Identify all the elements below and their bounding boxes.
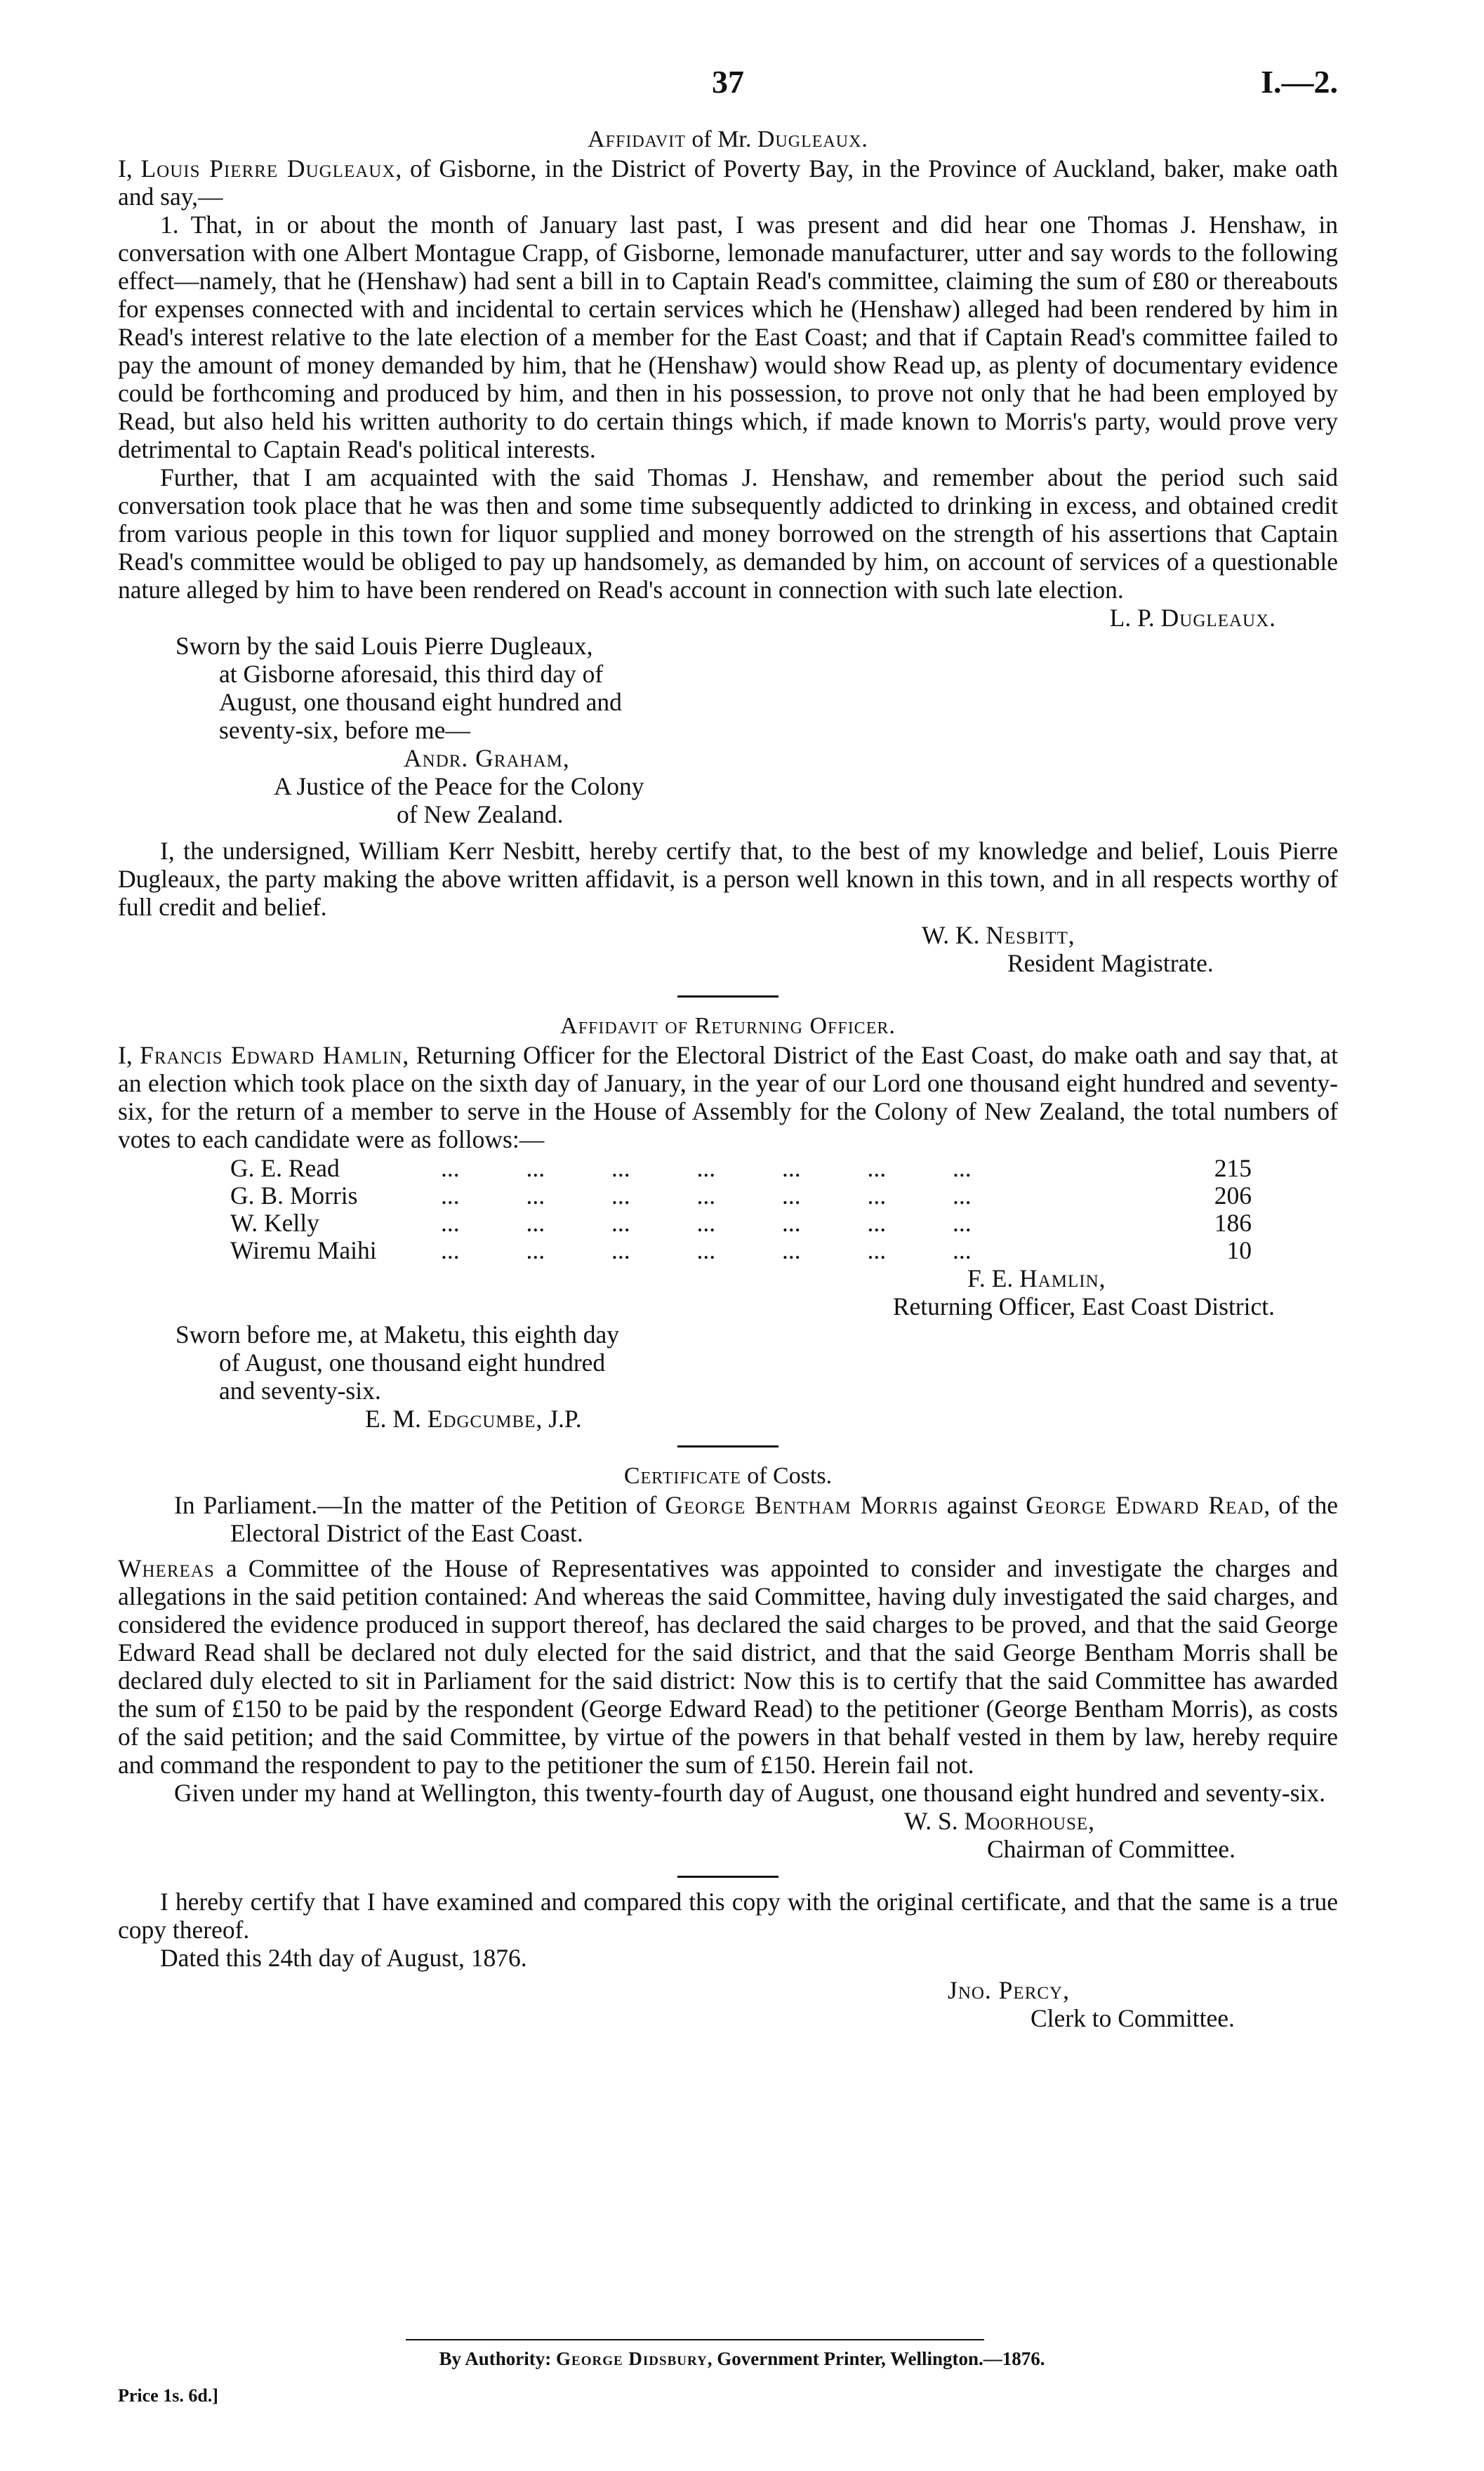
- affidavit-dugleaux-title: Affidavit of Mr. Dugleaux.: [588, 126, 868, 152]
- affidavit-returning-officer-title: Affidavit of Returning Officer.: [560, 1013, 896, 1039]
- footer-divider: [406, 2339, 984, 2340]
- vote-row: G. E. Read ... ... ... ... ... ... ... 215: [230, 1154, 1252, 1182]
- section-divider: [677, 1876, 779, 1878]
- certificate-matter: In Parliament.—In the matter of the Petition of George Bentham Morris against George Edward Read, of the Electoral District of the East Coast.: [174, 1491, 1338, 1547]
- page-number: 37: [712, 64, 744, 100]
- section-divider: [677, 995, 779, 998]
- document-page: [118, 63, 1338, 2032]
- certificate-given: Given under my hand at Wellington, this twenty-fourth day of August, one thousand eight hundred and seventy-six.: [174, 1779, 1326, 1807]
- printer-authority-line: By Authority: George Didsbury, Government Printer, Wellington.—1876.: [439, 2348, 1045, 2369]
- affidavit-returning-officer-intro: I, Francis Edward Hamlin, Returning Officer for the Electoral District of the East Coast, do make oath and say that, at an election which took place on the sixth day of January, in the year of our Lord one thousand eight hundred and seventy-six, for the return of a member to serve in the House of Assembly for the Colony of New Zealand, the total numbers of votes to each candidate were as follows:—: [118, 1041, 1338, 1153]
- nesbitt-signature: W. K. Nesbitt, Resident Magistrate.: [922, 921, 1214, 977]
- nesbitt-certificate: I, the undersigned, William Kerr Nesbitt, hereby certify that, to the best of my knowledge and belief, Louis Pierre Dugleaux, the party making the above written affidavit, is a person well known in this town, and in all respects worthy of full credit and belief.: [118, 837, 1338, 921]
- paper-reference: I.—2.: [1261, 64, 1338, 100]
- affidavit-dugleaux-paragraph-2: Further, that I am acquainted with the said Thomas J. Henshaw, and remember about the period such said conversation took place that he was then and some time subsequently addicted to drinking in excess, and obtained credit from various people in this town for liquor supplied and money borrowed on the strength of his assertions that Captain Read's committee would be obliged to pay up handsomely, as demanded by him, on account of services of a questionable nature alleged by him to have been rendered on Read's account in connection with such late election.: [118, 463, 1338, 604]
- vote-row: Wiremu Maihi ... ... ... ... ... ... ... 10: [230, 1236, 1252, 1264]
- affidavit-returning-officer-jurat: Sworn before me, at Maketu, this eighth day of August, one thousand eight hundred and seventy-six. E. M. Edgcumbe, J.P.: [175, 1320, 619, 1433]
- certificate-body: Whereas a Committee of the House of Representatives was appointed to consider and investigate the charges and allegations in the said petition contained: And whereas the said Committee, having duly investigated the said charges, and considered the evidence produced in support thereof, has declared the said charges to be proved, and that the said George Edward Read shall be declared not duly elected for the said district, and that the said George Bentham Morris shall be declared duly elected to sit in Parliament for the said district: Now this is to certify that the said Committee has awarded the sum of £150 to be paid by the respondent (George Edward Read) to the petitioner (George Bentham Morris), as costs of the said petition; and the said Committee, by virtue of the powers in that behalf vested in them by law, hereby require and command the respondent to pay to the petitioner the sum of £150. Herein fail not.: [118, 1554, 1338, 1779]
- moorhouse-signature: W. S. Moorhouse, Chairman of Committee.: [904, 1807, 1235, 1863]
- hamlin-signature: F. E. Hamlin,: [967, 1264, 1106, 1292]
- certificate-of-costs-title: Certificate of Costs.: [623, 1463, 833, 1489]
- section-divider: [677, 1445, 779, 1448]
- vote-row: W. Kelly ... ... ... ... ... ... ... 186: [230, 1209, 1252, 1237]
- affidavit-dugleaux-jurat: Sworn by the said Louis Pierre Dugleaux, at Gisborne aforesaid, this third day of August, one thousand eight hundred and seventy-six, before me— Andr. Graham, A Justice of the Peace for the Colony of New Zealand.: [175, 632, 849, 828]
- affidavit-dugleaux-paragraph-1: 1. That, in or about the month of January last past, I was present and did hear one Thomas J. Henshaw, in conversation with one Albert Montague Crapp, of Gisborne, lemonade manufacturer, utter and say words to the following effect—namely, that he (Henshaw) had sent a bill in to Captain Read's committee, claiming the sum of £80 or thereabouts for expenses connected with and incidental to certain services which he (Henshaw) alleged had been rendered by him in Read's interest relative to the late election of a member for the East Coast; and that if Captain Read's committee failed to pay the amount of money demanded by him, that he (Henshaw) would show Read up, as plenty of documentary evidence could be forthcoming and produced by him, and then in his possession, to prove not only that he had been employed by Read, but also held his written authority to do certain things which, if made known to Morris's party, would prove very detrimental to Captain Read's political interests.: [118, 211, 1338, 463]
- affidavit-dugleaux-signature: L. P. Dugleaux.: [1109, 604, 1276, 632]
- vote-tally: [230, 1155, 1338, 1264]
- price-label: Price 1s. 6d.]: [118, 2385, 218, 2406]
- page-header: [118, 63, 1338, 119]
- hamlin-role: Returning Officer, East Coast District.: [892, 1292, 1275, 1320]
- affidavit-dugleaux-intro: I, Louis Pierre Dugleaux, of Gisborne, in the District of Poverty Bay, in the Province of Auckland, baker, make oath and say,—: [118, 154, 1339, 211]
- percy-signature: Jno. Percy, Clerk to Committee.: [948, 1976, 1235, 2032]
- copy-certificate-text: I hereby certify that I have examined and compared this copy with the original certificate, and that the same is a true copy thereof.: [118, 1888, 1338, 1944]
- vote-row: G. B. Morris ... ... ... ... ... ... ... 206: [230, 1181, 1252, 1210]
- jurat-official: Andr. Graham,: [404, 744, 570, 772]
- copy-certificate-date: Dated this 24th day of August, 1876.: [160, 1944, 527, 1972]
